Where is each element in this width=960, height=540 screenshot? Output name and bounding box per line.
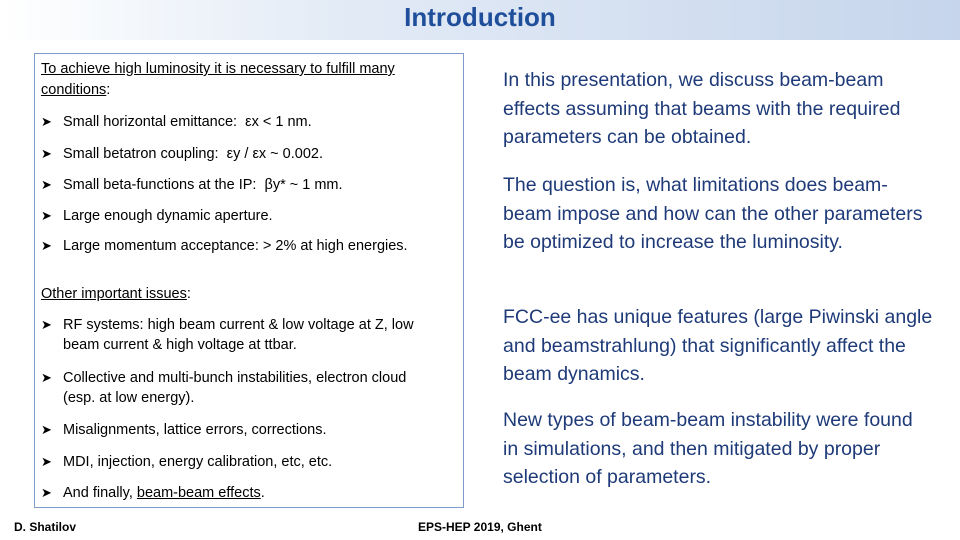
beam-beam-effects-emphasis: beam-beam effects: [136, 485, 261, 501]
arrow-bullet-icon: ➤: [41, 114, 52, 129]
arrow-bullet-icon: ➤: [41, 208, 52, 223]
other-issues-heading: Other important issues:: [41, 286, 191, 302]
arrow-bullet-icon: ➤: [41, 238, 52, 253]
arrow-bullet-icon: ➤: [41, 146, 52, 161]
conditions-heading-text: To achieve high luminosity it is necessary to fulfill many conditions: [41, 61, 395, 98]
intro-paragraph-4: New types of beam-beam instability were found in simulations, and then mitigated by proper selection of parameters.: [503, 409, 913, 488]
arrow-bullet-icon: ➤: [41, 422, 52, 437]
intro-paragraph-3: FCC-ee has unique features (large Piwinski angle and beamstrahlung) that significantly affect the beam dynamics.: [503, 306, 933, 385]
footer-event: EPS-HEP 2019, Ghent: [418, 520, 542, 534]
arrow-bullet-icon: ➤: [41, 485, 52, 500]
arrow-bullet-icon: ➤: [41, 177, 52, 192]
arrow-bullet-icon: ➤: [41, 370, 52, 385]
slide-title: Introduction: [404, 2, 556, 32]
conditions-heading: To achieve high luminosity it is necessary to fulfill many conditions:: [41, 61, 395, 98]
arrow-bullet-icon: ➤: [41, 317, 52, 332]
footer-author: D. Shatilov: [14, 520, 77, 534]
arrow-bullet-icon: ➤: [41, 454, 52, 469]
intro-paragraph-2: The question is, what limitations does beam-beam impose and how can the other parameters be optimized to increase the luminosity.: [503, 174, 923, 253]
intro-paragraph-1: In this presentation, we discuss beam-beam effects assuming that beams with the required parameters can be obtained.: [503, 69, 901, 148]
